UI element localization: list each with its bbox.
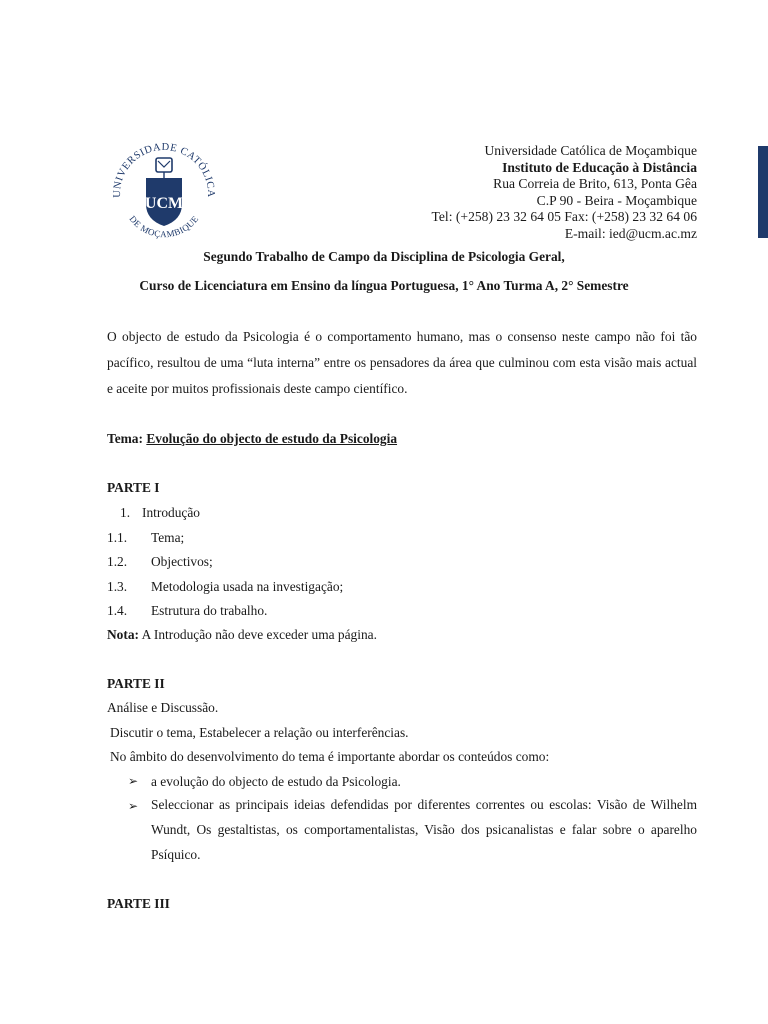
institution-header	[432, 143, 697, 242]
subitem-tema: Tema;	[151, 530, 185, 545]
document-subtitle: Curso de Licenciatura em Ensino da língua Portuguesa, 1° Ano Turma A, 2° Semestre	[139, 278, 629, 293]
subitem-number: 1.4.	[107, 603, 128, 618]
logo-bottom-text: DE MOÇAMBIQUE	[127, 213, 201, 240]
logo-monogram: UCM	[144, 195, 184, 212]
document-title: Segundo Trabalho de Campo da Disciplina de Psicologia Geral,	[203, 249, 565, 264]
phone-fax: Tel: (+258) 23 32 64 05 Fax: (+258) 23 32 64 06	[431, 209, 697, 224]
intro-paragraph: O objecto de estudo da Psicologia é o comportamento humano, mas o consenso neste campo não foi tão pacífico, resultou de uma “luta interna” entre os pensadores da área que culminou com esta visão mais actual e aceite por muitos profissionais deste campo científico.	[107, 329, 697, 396]
parte2-heading: PARTE II	[107, 676, 165, 691]
subitem-objectivos: Objectivos;	[151, 554, 213, 569]
institute-name: Instituto de Educação à Distância	[502, 159, 697, 175]
subitem-number: 1.2.	[107, 554, 128, 569]
nota-line	[107, 627, 377, 643]
tema-line	[107, 431, 397, 447]
nota-label: Nota:	[107, 627, 139, 642]
bullet-correntes: Seleccionar as principais ideias defendidas por diferentes correntes ou escolas: Visão de Wilhelm Wundt, Os gestaltistas, os comportamentalistas, Visão dos psicanalistas e falar sobre o aparelho Psíquico.	[151, 797, 697, 862]
arrow-bullet-icon: ➢	[128, 774, 139, 788]
address-postal: C.P 90 - Beira - Moçambique	[536, 192, 697, 208]
bullet-evolucao: a evolução do objecto de estudo da Psicologia.	[151, 774, 401, 789]
side-bookmark-tab	[758, 146, 768, 238]
address-street: Rua Correia de Brito, 613, Ponta Gêa	[493, 176, 697, 191]
logo-crest-icon	[146, 158, 182, 226]
nota-text: A Introdução não deve exceder uma página.	[141, 627, 377, 642]
analise-line: Análise e Discussão.	[107, 700, 219, 715]
ambito-line: No âmbito do desenvolvimento do tema é importante abordar os conteúdos como:	[110, 749, 550, 764]
list-item-number: 1.	[120, 505, 131, 520]
subitem-number: 1.1.	[107, 530, 128, 545]
parte1-heading: PARTE I	[107, 480, 160, 495]
university-name: Universidade Católica de Moçambique	[484, 143, 697, 158]
arrow-bullet-icon: ➢	[128, 799, 139, 813]
parte3-heading: PARTE III	[107, 896, 170, 911]
subitem-number: 1.3.	[107, 579, 128, 594]
subitem-estrutura: Estrutura do trabalho.	[151, 603, 268, 618]
logo-top-text: UNIVERSIDADE CATÓLICA	[111, 141, 217, 198]
discutir-line: Discutir o tema, Estabelecer a relação ou interferências.	[110, 725, 409, 740]
list-item-introducao: Introdução	[142, 505, 201, 520]
university-logo	[106, 138, 222, 246]
subitem-metodologia: Metodologia usada na investigação;	[151, 579, 344, 594]
tema-value: Evolução do objecto de estudo da Psicologia	[146, 431, 398, 446]
tema-label: Tema:	[107, 431, 143, 446]
email-line: E-mail: ied@ucm.ac.mz	[564, 225, 697, 241]
